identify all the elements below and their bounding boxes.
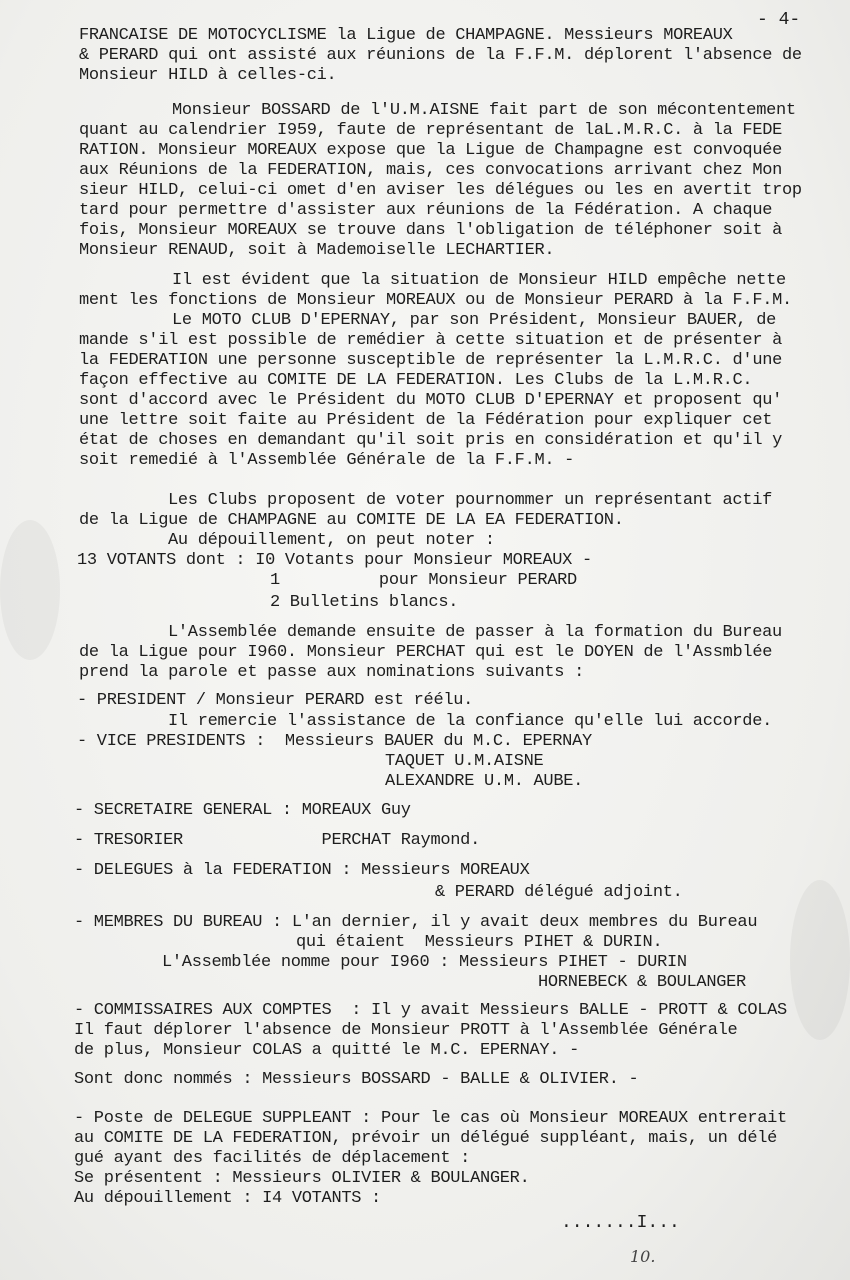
text-line: soit remedié à l'Assemblée Générale de la F.F.M. - xyxy=(79,451,575,470)
text-line: Monsieur BOSSARD de l'U.M.AISNE fait part de son mécontentement xyxy=(172,101,796,120)
text-line: Les Clubs proposent de voter pournommer un représentant actif xyxy=(168,491,773,510)
text-line: Monsieur HILD à celles-ci. xyxy=(79,66,337,85)
text-line: ALEXANDRE U.M. AUBE. xyxy=(385,772,584,791)
text-line: FRANCAISE DE MOTOCYCLISME la Ligue de CHAMPAGNE. Messieurs MOREAUX xyxy=(79,26,733,45)
text-line: Au dépouillement : I4 VOTANTS : xyxy=(74,1189,381,1208)
handwritten-mark: 10. xyxy=(630,1247,656,1266)
text-line: une lettre soit faite au Président de la Fédération pour expliquer cet xyxy=(79,411,773,430)
text-line: Monsieur RENAUD, soit à Mademoiselle LECHARTIER. xyxy=(79,241,555,260)
text-line: - VICE PRESIDENTS : Messieurs BAUER du M.C. EPERNAY xyxy=(77,732,592,751)
text-line: ment les fonctions de Monsieur MOREAUX ou de Monsieur PERARD à la F.F.M. xyxy=(79,291,792,310)
text-line: 1 pour Monsieur PERARD xyxy=(270,571,577,590)
text-line: L'Assemblée nomme pour I960 : Messieurs PIHET - DURIN xyxy=(162,953,687,972)
text-line: tard pour permettre d'assister aux réunions de la Fédération. A chaque xyxy=(79,201,773,220)
text-line: Sont donc nommés : Messieurs BOSSARD - BALLE & OLIVIER. - xyxy=(74,1070,639,1089)
text-line: & PERARD délégué adjoint. xyxy=(435,883,683,902)
text-line: sont d'accord avec le Président du MOTO CLUB D'EPERNAY et proposent qu' xyxy=(79,391,783,410)
text-line: gué ayant des facilités de déplacement : xyxy=(74,1149,471,1168)
text-line: quant au calendrier I959, faute de représentant de laL.M.R.C. à la FEDE xyxy=(79,121,783,140)
page-number: - 4- xyxy=(757,10,801,30)
text-line: mande s'il est possible de remédier à cette situation et de présenter à xyxy=(79,331,783,350)
text-line: Il est évident que la situation de Monsieur HILD empêche nette xyxy=(172,271,786,290)
text-line: 13 VOTANTS dont : I0 Votants pour Monsieur MOREAUX - xyxy=(77,551,592,570)
text-line: L'Assemblée demande ensuite de passer à la formation du Bureau xyxy=(168,623,782,642)
text-line: - PRESIDENT / Monsieur PERARD est réélu. xyxy=(77,691,474,710)
text-line: de la Ligue pour I960. Monsieur PERCHAT qui est le DOYEN de l'Assmblée xyxy=(79,643,773,662)
text-line: - MEMBRES DU BUREAU : L'an dernier, il y avait deux membres du Bureau xyxy=(74,913,758,932)
text-line: de la Ligue de CHAMPAGNE au COMITE DE LA EA FEDERATION. xyxy=(79,511,624,530)
text-line: aux Réunions de la FEDERATION, mais, ces convocations arrivant chez Mon xyxy=(79,161,783,180)
text-line: - Poste de DELEGUE SUPPLEANT : Pour le cas où Monsieur MOREAUX entrerait xyxy=(74,1109,787,1128)
text-line: au COMITE DE LA FEDERATION, prévoir un délégué suppléant, mais, un délé xyxy=(74,1129,778,1148)
text-line: qui étaient Messieurs PIHET & DURIN. xyxy=(296,933,663,952)
text-line: Au dépouillement, on peut noter : xyxy=(168,531,495,550)
text-line: - TRESORIER PERCHAT Raymond. xyxy=(74,831,480,850)
text-line: sieur HILD, celui-ci omet d'en aviser les délégues ou les en avertit trop xyxy=(79,181,802,200)
text-line: de plus, Monsieur COLAS a quitté le M.C. EPERNAY. - xyxy=(74,1041,579,1060)
text-line: & PERARD qui ont assisté aux réunions de la F.F.M. déplorent l'absence de xyxy=(79,46,802,65)
text-line: HORNEBECK & BOULANGER xyxy=(538,973,746,992)
text-line: - DELEGUES à la FEDERATION : Messieurs MOREAUX xyxy=(74,861,530,880)
text-line: état de choses en demandant qu'il soit pris en considération et qu'il y xyxy=(79,431,783,450)
text-line: prend la parole et passe aux nominations suivants : xyxy=(79,663,584,682)
text-line: la FEDERATION une personne susceptible de représenter la L.M.R.C. d'une xyxy=(79,351,783,370)
text-line: - COMMISSAIRES AUX COMPTES : Il y avait Messieurs BALLE - PROTT & COLAS xyxy=(74,1001,787,1020)
text-line: RATION. Monsieur MOREAUX expose que la Ligue de Champagne est convoquée xyxy=(79,141,783,160)
text-line: Il faut déplorer l'absence de Monsieur PROTT à l'Assemblée Générale xyxy=(74,1021,738,1040)
continuation-marker: .......I... xyxy=(561,1213,680,1233)
text-line: Il remercie l'assistance de la confiance qu'elle lui accorde. xyxy=(168,712,773,731)
text-line: façon effective au COMITE DE LA FEDERATION. Les Clubs de la L.M.R.C. xyxy=(79,371,753,390)
page-smudge xyxy=(790,880,850,1040)
text-line: 2 Bulletins blancs. xyxy=(270,593,459,612)
text-line: fois, Monsieur MOREAUX se trouve dans l'obligation de téléphoner soit à xyxy=(79,221,783,240)
text-line: Se présentent : Messieurs OLIVIER & BOULANGER. xyxy=(74,1169,530,1188)
text-line: - SECRETAIRE GENERAL : MOREAUX Guy xyxy=(74,801,411,820)
page-smudge xyxy=(0,520,60,660)
text-line: Le MOTO CLUB D'EPERNAY, par son Président, Monsieur BAUER, de xyxy=(172,311,777,330)
text-line: TAQUET U.M.AISNE xyxy=(385,752,544,771)
